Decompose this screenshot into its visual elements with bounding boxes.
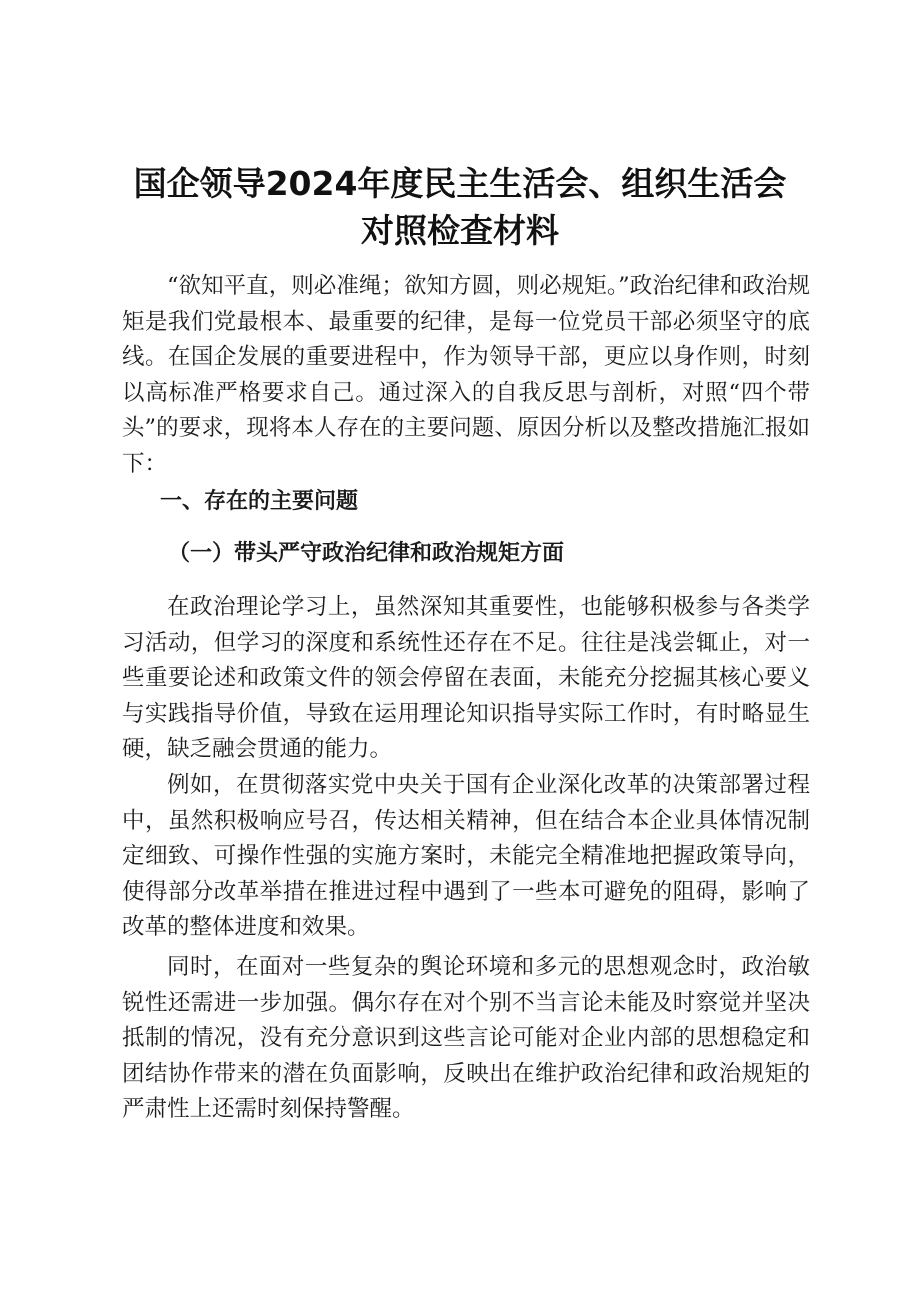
document-title-line2: 对照检查材料 — [361, 211, 559, 250]
section-heading: 一、存在的主要问题 — [160, 488, 359, 514]
intro-paragraph: “欲知平直，则必准绳；欲知方圆，则必规矩。”政治纪律和政治规矩是我们党最根本、最重要的纪律，是每一位党员干部必须坚守的底线。在国企发展的重要进程中，作为领导干部，更应以身作则，时刻以高标准严格要求自己。通过深入的自我反思与剖析，对照“四个带头”的要求，现将本人存在的主要问题、原因分析以及整改措施汇报如下： — [122, 273, 810, 477]
body-paragraph-1: 在政治理论学习上，虽然深知其重要性，也能够积极参与各类学习活动，但学习的深度和系统性还存在不足。往往是浅尝辄止，对一些重要论述和政策文件的领会停留在表面，未能充分挖掘其核心要义与实践指导价值，导致在运用理论知识指导实际工作时，有时略显生硬，缺乏融会贯通的能力。 — [122, 594, 810, 762]
body-paragraph-3: 同时，在面对一些复杂的舆论环境和多元的思想观念时，政治敏锐性还需进一步加强。偶尔存在对个别不当言论未能及时察觉并坚决抵制的情况，没有充分意识到这些言论可能对企业内部的思想稳定和团结协作带来的潜在负面影响，反映出在维护政治纪律和政治规矩的严肃性上还需时刻保持警醒。 — [122, 954, 810, 1122]
body-paragraph-2: 例如，在贯彻落实党中央关于国有企业深化改革的决策部署过程中，虽然积极响应号召，传达相关精神，但在结合本企业具体情况制定细致、可操作性强的实施方案时，未能完全精准地把握政策导向，使得部分改革举措在推进过程中遇到了一些本可避免的阻碍，影响了改革的整体进度和效果。 — [122, 772, 810, 940]
document-title-line1: 国企领导2024年度民主生活会、组织生活会 — [133, 164, 787, 203]
subsection-heading: （一）带头严守政治纪律和政治规矩方面 — [168, 540, 565, 566]
